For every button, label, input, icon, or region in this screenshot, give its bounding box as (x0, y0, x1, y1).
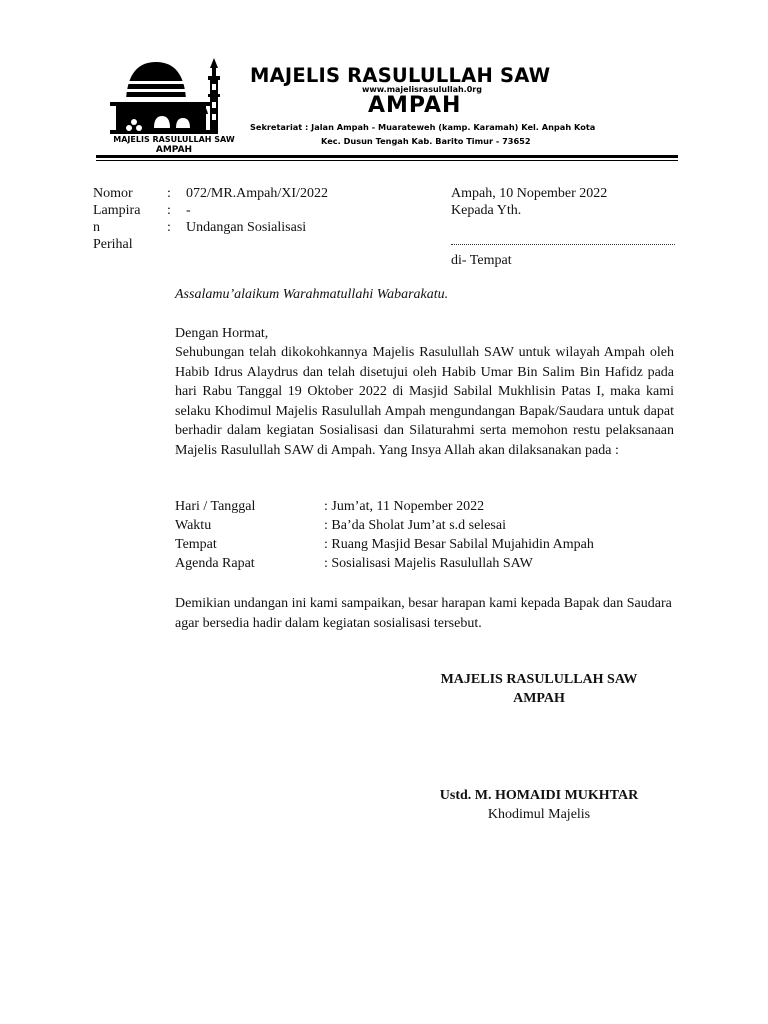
letterhead-divider-thin (96, 160, 678, 161)
nomor-value: 072/MR.Ampah/XI/2022 (186, 186, 328, 201)
perihal-label: Perihal (93, 237, 133, 252)
signature-org: MAJELIS RASULULLAH SAW (440, 672, 638, 687)
letter-date: Ampah, 10 Nopember 2022 (451, 186, 608, 201)
recipient-place: di- Tempat (451, 253, 512, 268)
lampiran-label: Lampira (93, 203, 141, 218)
logo-caption (106, 135, 242, 155)
mosque-logo-icon (106, 56, 242, 144)
lampiran-colon: : (167, 203, 171, 218)
perihal-colon: : (167, 220, 171, 235)
detail-label-time: Waktu (175, 518, 212, 533)
detail-value-agenda: : Sosialisasi Majelis Rasulullah SAW (324, 556, 533, 571)
lampiran-value: - (186, 203, 191, 218)
logo-caption-city: AMPAH (155, 145, 193, 155)
letterhead-divider-thick (96, 155, 678, 158)
detail-value-time: : Ba’da Sholat Jum’at s.d selesai (324, 518, 506, 533)
org-name: MAJELIS RASULULLAH SAW (250, 64, 551, 87)
org-city: AMPAH (368, 93, 462, 118)
detail-label-agenda: Agenda Rapat (175, 556, 255, 571)
detail-label-date: Hari / Tanggal (175, 499, 256, 514)
recipient-to: Kepada Yth. (451, 203, 522, 218)
address-line-2: Kec. Dusun Tengah Kab. Barito Timur - 73652 (321, 136, 531, 146)
detail-value-date: : Jum’at, 11 Nopember 2022 (324, 499, 485, 514)
signature-org-city: AMPAH (513, 691, 565, 706)
logo-caption-org: MAJELIS RASULULLAH SAW (113, 135, 235, 144)
closing-paragraph: Demikian undangan ini kami sampaikan, besar harapan kami kepada Bapak dan Saudara agar bersedia hadir dalam kegiatan sosialisasi tersebut. (175, 596, 672, 631)
signature-role: Khodimul Majelis (487, 807, 591, 822)
nomor-label: Nomor (93, 186, 133, 201)
nomor-colon: : (167, 186, 171, 201)
perihal-value: Undangan Sosialisasi (186, 220, 307, 235)
signature-name: Ustd. M. HOMAIDI MUKHTAR (439, 788, 639, 803)
org-website: www.majelisrasulullah.0rg (362, 85, 482, 94)
address-line-1: Sekretariat : Jalan Ampah - Muarateweh (kamp. Karamah) Kel. Anpah Kota (250, 122, 596, 132)
detail-value-place: : Ruang Masjid Besar Sabilal Mujahidin Ampah (324, 537, 594, 552)
detail-label-place: Tempat (175, 537, 217, 552)
lampiran-label-wrap: n (93, 220, 100, 235)
recipient-blank-line (451, 236, 675, 245)
opening: Dengan Hormat, (175, 326, 269, 341)
greeting: Assalamu’alaikum Warahmatullahi Wabarakatu. (175, 287, 449, 302)
main-paragraph: Sehubungan telah dikokohkannya Majelis Rasulullah SAW untuk wilayah Ampah oleh Habib Idrus Alaydrus dan telah disetujui oleh Habib Umar Bin Salim Bin Hafidz pada hari Rabu Tanggal 19 Oktober 2022 di Masjid Sabilal Mukhlisin Patas I, maka kami selaku Khodimul Majelis Rasulullah Ampah mengundangan Bapak/Saudara untuk dapat berhadir dalam kegiatan Sosialisasi dan Silaturahmi serta memohon restu pelaksanaan Majelis Rasulullah SAW di Ampah. Yang Insya Allah akan dilaksanakan pada : (175, 345, 674, 458)
org-logo (106, 56, 242, 160)
